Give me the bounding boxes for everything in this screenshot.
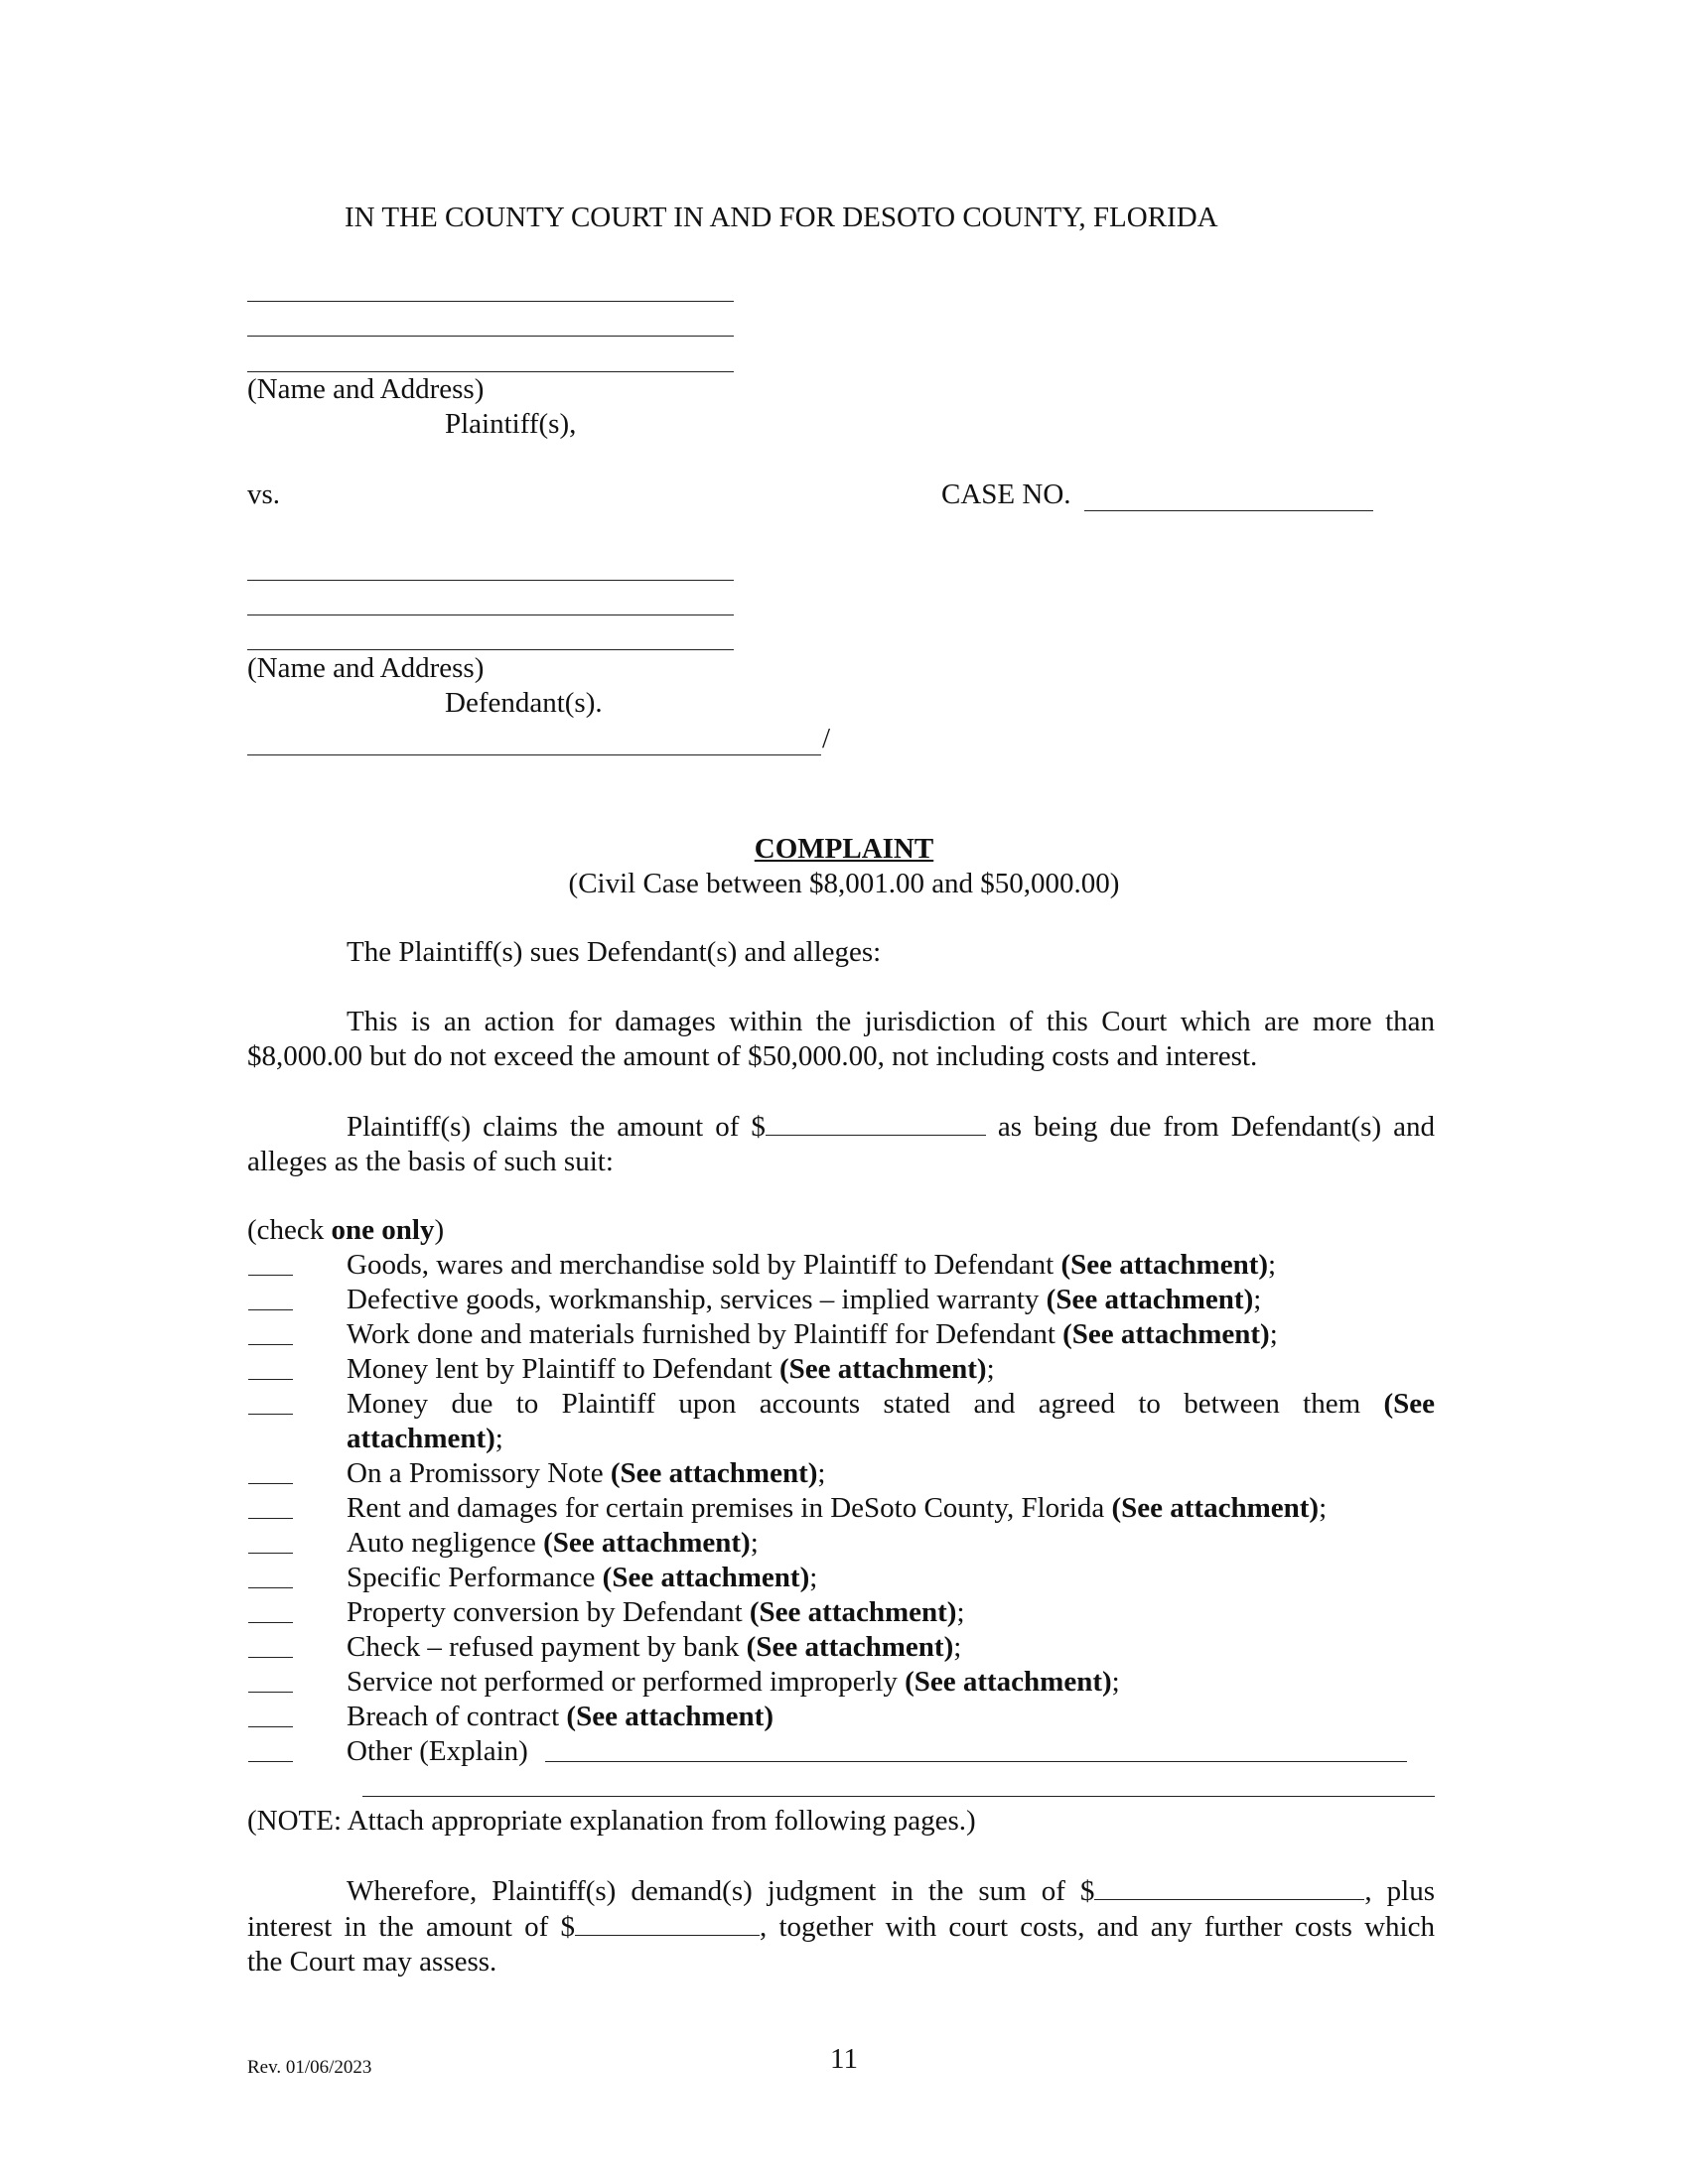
option-12 (347, 1665, 1120, 1700)
other-explain-field-line-2[interactable] (362, 1796, 1435, 1797)
plaintiff-line-2[interactable] (247, 336, 734, 337)
note-text: (NOTE: Attach appropriate explanation from following pages.) (247, 1805, 976, 1837)
option-11 (347, 1630, 961, 1665)
wherefore-line-1 (247, 1873, 1435, 1909)
option-text: Other (Explain) (347, 1735, 528, 1767)
wherefore-text-3: interest in the amount of $ (247, 1911, 575, 1943)
option-5-line-2 (347, 1422, 1435, 1456)
claim-text-1: Plaintiff(s) claims the amount of $ (347, 1111, 766, 1143)
see-attachment: (See attachment) (779, 1353, 987, 1385)
wherefore-line-2 (247, 1909, 1435, 1945)
claim-text-2: as being due from Defendant(s) and (985, 1111, 1435, 1143)
option-13 (347, 1700, 774, 1734)
checkbox-option-4[interactable] (248, 1379, 293, 1380)
option-text: Auto negligence (347, 1527, 544, 1559)
checkbox-option-12[interactable] (248, 1692, 293, 1693)
checkbox-option-2[interactable] (248, 1309, 293, 1310)
option-tail: ; (1319, 1492, 1328, 1524)
wherefore-text-5: the Court may assess. (247, 1946, 497, 1978)
option-text: Property conversion by Defendant (347, 1596, 750, 1628)
option-8 (347, 1526, 759, 1561)
option-tail: ; (953, 1631, 962, 1663)
option-tail: ; (750, 1527, 759, 1559)
option-2 (347, 1283, 1261, 1317)
option-text: Defective goods, workmanship, services – implied warranty (347, 1284, 1047, 1315)
option-tail: ; (817, 1457, 826, 1489)
caption-end-slash: / (822, 723, 831, 754)
jurisdiction-paragraph: This is an action for damages within the jurisdiction of this Court which are more than $8,000.00 but do not exceed the amount of $50,000.00, not including costs and interest. (247, 1006, 1435, 1072)
check-instruction-suffix: ) (434, 1214, 445, 1246)
caption-end-line (247, 754, 821, 755)
option-text: Money due to Plaintiff upon accounts stated and agreed to between them (347, 1388, 1384, 1420)
option-tail: ; (1253, 1284, 1262, 1315)
claim-amount-field[interactable] (766, 1109, 986, 1136)
defendant-line-2[interactable] (247, 614, 734, 615)
wherefore-text-1: Wherefore, Plaintiff(s) demand(s) judgment in the sum of $ (347, 1875, 1095, 1907)
see-attachment-continued: attachment) (347, 1423, 495, 1454)
checkbox-option-6[interactable] (248, 1483, 293, 1484)
option-text: Goods, wares and merchandise sold by Plaintiff to Defendant (347, 1249, 1061, 1281)
checkbox-option-3[interactable] (248, 1344, 293, 1345)
see-attachment: (See attachment) (1111, 1492, 1320, 1524)
option-tail: ; (494, 1423, 503, 1454)
option-tail: ; (809, 1562, 818, 1593)
see-attachment: (See (1383, 1388, 1435, 1420)
option-text: Check – refused payment by bank (347, 1631, 747, 1663)
option-tail: ; (1268, 1249, 1277, 1281)
option-tail: ; (1269, 1318, 1278, 1350)
see-attachment: (See attachment) (1062, 1318, 1270, 1350)
intro-text: The Plaintiff(s) sues Defendant(s) and alleges: (347, 936, 882, 968)
see-attachment: (See attachment) (543, 1527, 751, 1559)
document-subtitle: (Civil Case between $8,001.00 and $50,000.00) (568, 868, 1120, 899)
option-4 (347, 1352, 995, 1387)
case-number-field[interactable] (1084, 510, 1373, 511)
see-attachment: (See attachment) (566, 1701, 774, 1732)
other-explain-field[interactable] (545, 1761, 1407, 1762)
option-7 (347, 1491, 1327, 1526)
see-attachment: (See attachment) (746, 1631, 954, 1663)
claim-text-3: alleges as the basis of such suit: (247, 1146, 614, 1177)
plaintiff-line-1[interactable] (247, 301, 734, 302)
vs-label: vs. (247, 478, 281, 510)
checkbox-option-8[interactable] (248, 1553, 293, 1554)
option-14 (347, 1734, 528, 1769)
see-attachment: (See attachment) (1060, 1249, 1269, 1281)
document-title: COMPLAINT (754, 833, 934, 865)
claim-paragraph (247, 1109, 1435, 1179)
option-text: Rent and damages for certain premises in DeSoto County, Florida (347, 1492, 1112, 1524)
plaintiff-role-label: Plaintiff(s), (445, 408, 577, 440)
revision-date: Rev. 01/06/2023 (247, 2057, 372, 2078)
checkbox-option-10[interactable] (248, 1622, 293, 1623)
option-text: On a Promissory Note (347, 1457, 611, 1489)
defendant-line-3[interactable] (247, 649, 734, 650)
wherefore-paragraph (247, 1873, 1435, 1979)
defendant-line-1[interactable] (247, 580, 734, 581)
checkbox-option-11[interactable] (248, 1657, 293, 1658)
option-6 (347, 1456, 825, 1491)
wherefore-text-2: , plus (1364, 1875, 1435, 1907)
option-3 (347, 1317, 1278, 1352)
see-attachment: (See attachment) (749, 1596, 957, 1628)
checkbox-option-1[interactable] (248, 1275, 293, 1276)
case-number-label: CASE NO. (941, 478, 1071, 510)
see-attachment: (See attachment) (602, 1562, 810, 1593)
option-text: Breach of contract (347, 1701, 567, 1732)
see-attachment: (See attachment) (610, 1457, 818, 1489)
claim-line-1 (247, 1109, 1435, 1145)
checkbox-option-13[interactable] (248, 1726, 293, 1727)
option-text: Specific Performance (347, 1562, 603, 1593)
option-text: Work done and materials furnished by Plaintiff for Defendant (347, 1318, 1063, 1350)
checkbox-option-5[interactable] (248, 1414, 293, 1415)
option-text: Service not performed or performed improperly (347, 1666, 906, 1698)
check-instruction (247, 1213, 444, 1248)
court-heading: IN THE COUNTY COURT IN AND FOR DESOTO COUNTY, FLORIDA (345, 202, 1218, 233)
option-tail: ; (986, 1353, 995, 1385)
option-5-line-1 (347, 1387, 1435, 1422)
defendant-name-address-label: (Name and Address) (247, 652, 485, 684)
plaintiff-name-address-label: (Name and Address) (247, 373, 485, 405)
checkbox-option-14[interactable] (248, 1761, 293, 1762)
checkbox-option-7[interactable] (248, 1518, 293, 1519)
option-tail: ; (956, 1596, 965, 1628)
option-10 (347, 1595, 965, 1630)
see-attachment: (See attachment) (1046, 1284, 1254, 1315)
defendant-role-label: Defendant(s). (445, 687, 603, 719)
option-tail: ; (1111, 1666, 1120, 1698)
option-9 (347, 1561, 817, 1595)
interest-amount-field[interactable] (575, 1909, 760, 1936)
option-5 (347, 1387, 1435, 1456)
option-1 (347, 1248, 1276, 1283)
check-instruction-prefix: (check (247, 1214, 332, 1246)
option-text: Money lent by Plaintiff to Defendant (347, 1353, 779, 1385)
checkbox-option-9[interactable] (248, 1587, 293, 1588)
judgment-amount-field[interactable] (1094, 1873, 1364, 1900)
wherefore-text-4: , together with court costs, and any further costs which (760, 1911, 1435, 1943)
see-attachment: (See attachment) (905, 1666, 1112, 1698)
page-number: 11 (830, 2043, 858, 2075)
check-instruction-bold: one only (331, 1214, 435, 1246)
